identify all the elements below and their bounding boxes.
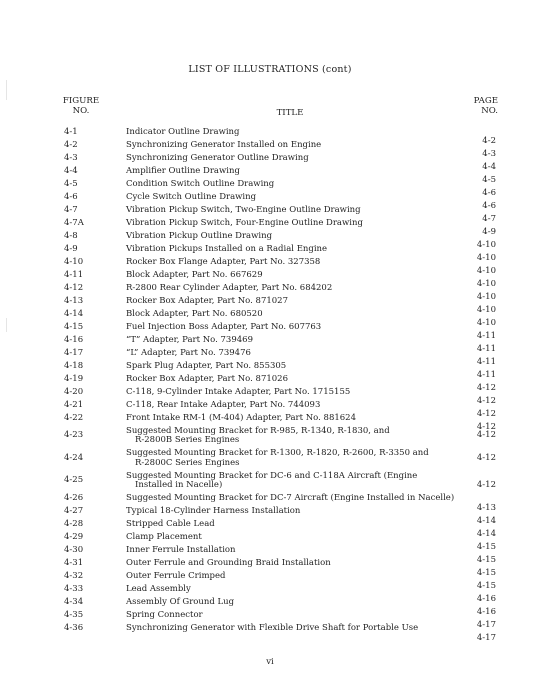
page-reference: 4-12: [476, 452, 496, 463]
figure-title: [126, 206, 456, 216]
page-header-line2: NO.: [481, 106, 498, 116]
page-title: LIST OF ILLUSTRATIONS (cont): [188, 64, 352, 75]
figure-title-line: Stripped Cable Lead: [126, 519, 215, 529]
page-reference: 4-2: [482, 136, 496, 146]
figure-number: 4-25: [64, 475, 84, 486]
figure-number: 4-19: [64, 373, 84, 384]
figure-title: [126, 219, 456, 229]
figure-title-line: Synchronizing Generator with Flexible Drive Shaft for Portable Use: [126, 623, 419, 633]
figure-title: [126, 546, 456, 556]
figure-title: [126, 323, 456, 333]
figure-title: [126, 271, 456, 281]
page-reference: 4-10: [476, 253, 496, 263]
figure-title-line: Installed in Nacelle): [135, 480, 223, 490]
figure-title: [126, 427, 456, 446]
figure-title: [126, 572, 456, 582]
figure-number: 4-9: [64, 243, 78, 254]
figure-title: [126, 388, 456, 398]
figure-title: [126, 585, 456, 595]
figure-title: [126, 611, 456, 621]
list-item: [0, 448, 540, 471]
page-no-header: [458, 96, 498, 116]
figure-title-line: Spark Plug Adapter, Part No. 855305: [126, 360, 287, 371]
figure-number: 4-22: [64, 412, 84, 423]
figure-title-line: Outer Ferrule and Grounding Braid Installation: [126, 558, 331, 568]
figure-number: 4-24: [64, 452, 84, 463]
figure-header-line1: FIGURE: [62, 96, 100, 106]
figure-title: [126, 507, 456, 517]
figure-number: 4-6: [64, 191, 78, 202]
figure-number: 4-3: [64, 152, 78, 163]
figure-title-line: Amplifier Outline Drawing: [126, 165, 240, 176]
figure-number: 4-35: [64, 610, 84, 620]
page-reference: 4-11: [476, 331, 496, 341]
page-reference: 4-10: [476, 266, 496, 276]
figure-title-line: C-118, Rear Intake Adapter, Part No. 744093: [126, 399, 321, 410]
figure-title-line: Synchronizing Generator Outline Drawing: [126, 152, 309, 163]
figure-title: [126, 414, 456, 424]
figure-title-line: “T” Adapter, Part No. 739469: [126, 334, 253, 345]
page-reference: 4-12: [476, 422, 496, 432]
figure-number: 4-12: [64, 282, 84, 293]
page-reference: 4-12: [476, 383, 496, 393]
page-reference: 4-10: [476, 305, 496, 315]
figure-number: 4-23: [64, 430, 84, 441]
figure-number: 4-18: [64, 360, 84, 371]
figure-title-line: Block Adapter, Part No. 680520: [126, 308, 263, 319]
title-header: TITLE: [276, 108, 304, 118]
figure-title-line: Spring Connector: [126, 610, 203, 620]
figure-title-line: Vibration Pickups Installed on a Radial Engine: [126, 243, 328, 254]
page-reference: 4-16: [476, 593, 496, 604]
list-item: [0, 422, 540, 448]
figure-title: [126, 598, 456, 608]
figure-number: 4-7A: [64, 217, 84, 228]
figure-number: 4-20: [64, 386, 84, 397]
page-reference: 4-10: [476, 292, 496, 302]
figure-title-line: Suggested Mounting Bracket for R-985, R-1340, R-1830, and: [126, 425, 390, 436]
page-reference: 4-12: [476, 430, 496, 441]
figure-number: 4-36: [64, 623, 84, 633]
figure-title: [126, 362, 456, 372]
page-reference: 4-15: [476, 567, 496, 578]
figure-title: [126, 472, 456, 491]
figure-title-line: Inner Ferrule Installation: [126, 545, 236, 555]
page-reference: 4-15: [476, 554, 496, 565]
page-reference: 4-13: [476, 502, 496, 513]
figure-number: 4-8: [64, 230, 78, 241]
figure-title-line: Vibration Pickup Switch, Four-Engine Outline Drawing: [126, 217, 363, 228]
figure-number: 4-10: [64, 256, 84, 267]
figure-number: 4-7: [64, 204, 78, 215]
figure-title: [126, 401, 456, 411]
page-reference: 4-11: [476, 370, 496, 380]
page-header-line1: PAGE: [473, 96, 498, 106]
figure-title: [126, 141, 456, 151]
figure-title-line: Vibration Pickup Switch, Two-Engine Outline Drawing: [126, 204, 361, 215]
figure-title-line: Condition Switch Outline Drawing: [126, 178, 275, 189]
figure-title-line: Typical 18-Cylinder Harness Installation: [126, 506, 301, 516]
page-reference: 4-12: [476, 396, 496, 406]
figure-number: 4-13: [64, 295, 84, 306]
figure-number: 4-11: [64, 269, 84, 280]
figure-title-line: Rocker Box Adapter, Part No. 871027: [126, 295, 288, 306]
figure-title-line: R-2800B Series Engines: [135, 435, 240, 445]
figure-title-line: Suggested Mounting Bracket for DC-7 Aircraft (Engine Installed in Nacelle): [126, 493, 455, 503]
figure-number: 4-1: [64, 126, 78, 137]
figure-title-line: Front Intake RM-1 (M-404) Adapter, Part No. 881624: [126, 412, 356, 423]
figure-number: 4-16: [64, 334, 84, 345]
figure-title: [126, 349, 456, 359]
figure-title: [126, 559, 456, 569]
figure-number: 4-28: [64, 519, 84, 529]
page-reference: 4-17: [476, 632, 496, 643]
figure-number: 4-4: [64, 165, 78, 176]
figure-title-line: Assembly Of Ground Lug: [126, 597, 235, 607]
page-reference: 4-4: [482, 162, 496, 172]
figure-title: [126, 128, 456, 138]
figure-header-line2: NO.: [72, 106, 90, 116]
figure-title: [126, 375, 456, 385]
page-reference: 4-6: [482, 188, 496, 198]
figure-number: 4-26: [64, 493, 84, 503]
figure-title: [126, 297, 456, 307]
list-item: [0, 619, 540, 643]
page-reference: 4-11: [476, 344, 496, 354]
figure-title: [126, 520, 456, 530]
page-reference: 4-14: [476, 515, 496, 526]
figure-title: [126, 310, 456, 320]
figure-title: [126, 336, 456, 346]
figure-title-line: Clamp Placement: [126, 532, 202, 542]
figure-title: [126, 154, 456, 164]
illustrations-list: [0, 126, 540, 643]
figure-title-line: Suggested Mounting Bracket for DC-6 and C-118A Aircraft (Engine: [126, 470, 418, 481]
figure-number: 4-5: [64, 178, 78, 189]
figure-number: 4-2: [64, 139, 78, 150]
figure-title: [126, 258, 456, 268]
page-reference: 4-3: [482, 149, 496, 159]
figure-title-line: R-2800C Series Engines: [135, 457, 240, 468]
figure-title: [126, 180, 456, 190]
figure-title: [126, 449, 456, 468]
figure-number: 4-32: [64, 571, 84, 581]
figure-title-line: “L” Adapter, Part No. 739476: [126, 347, 251, 358]
figure-number: 4-27: [64, 506, 84, 516]
figure-title-line: Synchronizing Generator Installed on Engine: [126, 139, 322, 150]
figure-title: [126, 193, 456, 203]
figure-title-line: Outer Ferrule Crimped: [126, 571, 226, 581]
page-reference: 4-11: [476, 357, 496, 367]
figure-title: [126, 494, 456, 504]
scan-margin-mark: [6, 80, 7, 100]
page-reference: 4-14: [476, 528, 496, 539]
figure-title-line: Indicator Outline Drawing: [126, 126, 240, 137]
figure-title-line: Cycle Switch Outline Drawing: [126, 191, 257, 202]
page-number: vi: [266, 657, 274, 667]
figure-title: [126, 284, 456, 294]
figure-number: 4-31: [64, 558, 84, 568]
figure-number: 4-21: [64, 399, 84, 410]
page-reference: 4-10: [476, 240, 496, 250]
page-reference: 4-7: [482, 214, 496, 224]
page-reference: 4-9: [482, 227, 496, 237]
figure-no-header: [54, 96, 108, 116]
figure-title: [126, 533, 456, 543]
figure-title: [126, 624, 456, 634]
page-reference: 4-16: [476, 606, 496, 617]
figure-title-line: Vibration Pickup Outline Drawing: [126, 230, 273, 241]
figure-number: 4-29: [64, 532, 84, 542]
page-reference: 4-12: [476, 480, 496, 490]
figure-number: 4-34: [64, 597, 84, 607]
figure-title-line: Rocker Box Adapter, Part No. 871026: [126, 373, 288, 384]
page-reference: 4-12: [476, 409, 496, 419]
page-reference: 4-6: [482, 201, 496, 211]
figure-title-line: Suggested Mounting Bracket for R-1300, R-1820, R-2600, R-3350 and: [126, 448, 429, 458]
figure-title: [126, 232, 456, 242]
figure-title-line: Fuel Injection Boss Adapter, Part No. 607763: [126, 321, 322, 332]
list-item: [0, 470, 540, 493]
page-reference: 4-15: [476, 541, 496, 552]
figure-number: 4-17: [64, 347, 84, 358]
figure-number: 4-14: [64, 308, 84, 319]
figure-number: 4-15: [64, 321, 84, 332]
figure-title-line: C-118, 9-Cylinder Intake Adapter, Part No. 1715155: [126, 386, 351, 397]
figure-title: [126, 167, 456, 177]
page-reference: 4-10: [476, 279, 496, 289]
page-reference: 4-5: [482, 175, 496, 185]
figure-title-line: Rocker Box Flange Adapter, Part No. 327358: [126, 256, 321, 267]
figure-title-line: Lead Assembly: [126, 584, 191, 594]
figure-number: 4-33: [64, 584, 84, 594]
page-reference: 4-15: [476, 580, 496, 591]
page-reference: 4-17: [476, 619, 496, 630]
page-reference: 4-10: [476, 318, 496, 328]
figure-title-line: R-2800 Rear Cylinder Adapter, Part No. 684202: [126, 282, 333, 293]
figure-number: 4-30: [64, 545, 84, 555]
figure-title: [126, 245, 456, 255]
figure-title-line: Block Adapter, Part No. 667629: [126, 269, 263, 280]
